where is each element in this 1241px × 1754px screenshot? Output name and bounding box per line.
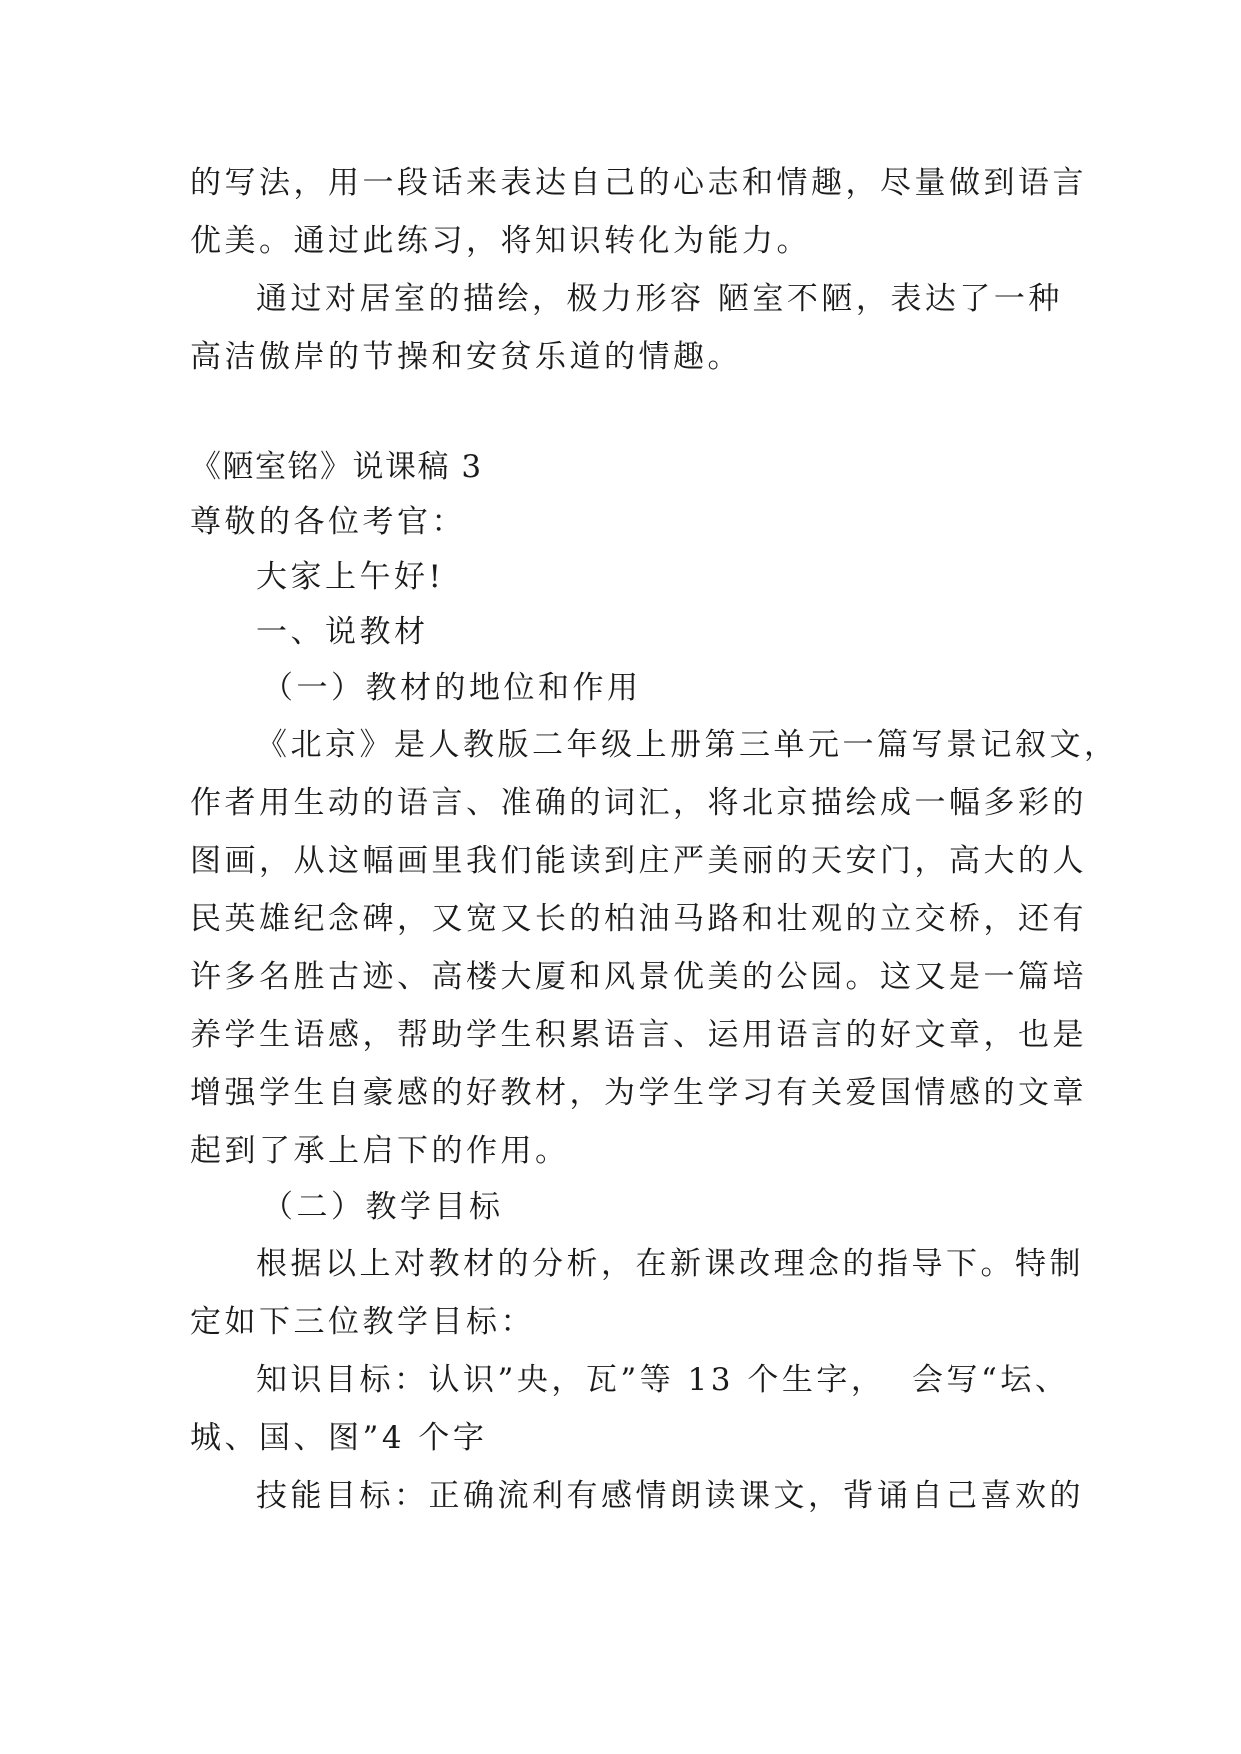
body-text-line: 许多名胜古迹、高楼大厦和风景优美的公园。这又是一篇培: [190, 959, 1087, 995]
section-title: 《陋室铭》说课稿 3: [190, 449, 483, 485]
body-text-line: 城、国、图”4 个字: [190, 1420, 488, 1456]
body-text-line: 高洁傲岸的节操和安贫乐道的情趣。: [190, 339, 742, 375]
body-text-line: 定如下三位教学目标：: [190, 1304, 535, 1340]
body-text-line: 《北京》是人教版二年级上册第三单元一篇写景记叙文，: [256, 727, 1119, 763]
body-text-line: 养学生语感，帮助学生积累语言、运用语言的好文章，也是: [190, 1017, 1087, 1053]
body-text-line: 根据以上对教材的分析，在新课改理念的指导下。特制: [256, 1246, 1084, 1282]
body-text-line: 知识目标：认识”央，瓦”等 13 个生字， 会写“坛、: [256, 1362, 1070, 1398]
body-text-line: 的写法，用一段话来表达自己的心志和情趣，尽量做到语言: [190, 165, 1087, 201]
body-text-line: 起到了承上启下的作用。: [190, 1133, 570, 1169]
body-text-line: 民英雄纪念碑，又宽又长的柏油马路和壮观的立交桥，还有: [190, 901, 1087, 937]
subsection-heading: （一）教材的地位和作用: [262, 670, 642, 706]
body-text-line: 优美。通过此练习，将知识转化为能力。: [190, 223, 811, 259]
body-text-line: 增强学生自豪感的好教材，为学生学习有关爱国情感的文章: [190, 1075, 1087, 1111]
subsection-heading: （二）教学目标: [262, 1189, 504, 1225]
greeting: 大家上午好!: [256, 559, 445, 595]
body-text-line: 作者用生动的语言、准确的词汇，将北京描绘成一幅多彩的: [190, 785, 1087, 821]
body-text-line: 通过对居室的描绘，极力形容 陋室不陋，表达了一种: [256, 281, 1063, 317]
body-text-line: 技能目标：正确流利有感情朗读课文，背诵自己喜欢的: [256, 1478, 1084, 1514]
body-text-line: 图画，从这幅画里我们能读到庄严美丽的天安门，高大的人: [190, 843, 1087, 879]
salutation: 尊敬的各位考官：: [190, 504, 466, 540]
section-heading: 一、说教材: [256, 614, 429, 650]
